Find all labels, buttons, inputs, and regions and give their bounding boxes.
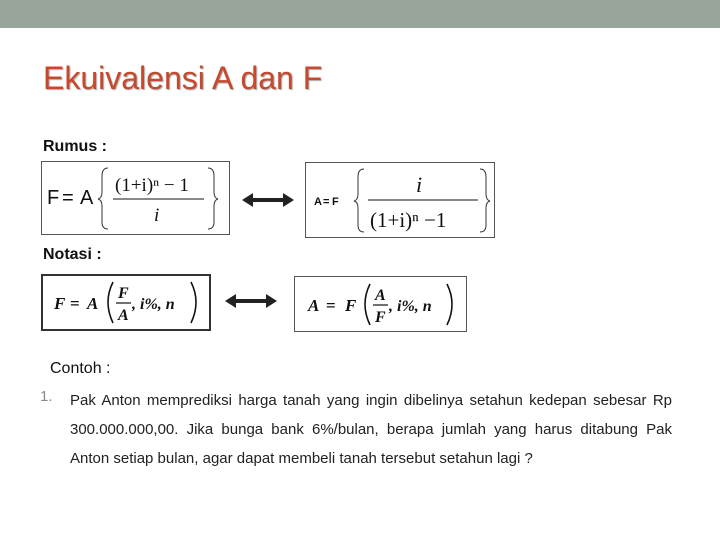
equals: = — [323, 196, 330, 208]
left-paren — [108, 282, 113, 323]
denominator: i — [154, 205, 160, 226]
tail: , i%, n — [132, 296, 175, 313]
right-paren — [191, 282, 196, 323]
numerator: i — [416, 172, 423, 197]
frac-numerator: F — [118, 285, 129, 302]
frac-denominator: F — [375, 309, 386, 326]
rumus-formula-f — [41, 161, 230, 235]
coefficient: A — [80, 187, 94, 209]
rumus-formula-a-svg — [306, 163, 494, 237]
left-brace — [98, 168, 108, 229]
rumus-label: Rumus : — [43, 138, 107, 155]
numerator: (1+i)ⁿ − 1 — [115, 175, 189, 196]
rumus-formula-a — [305, 162, 495, 238]
double-arrow-icon — [242, 192, 294, 208]
lhs: A — [308, 296, 320, 315]
frac-denominator: A — [118, 307, 129, 324]
rumus-formula-f-svg — [42, 162, 229, 234]
list-item-number: 1. — [40, 388, 53, 405]
notasi-formula-f-svg — [43, 276, 209, 329]
contoh-label: Contoh : — [50, 360, 111, 377]
coefficient: F — [345, 296, 357, 315]
tail: , i%, n — [389, 298, 432, 315]
equals: = — [326, 296, 336, 315]
frac-numerator: A — [375, 287, 386, 304]
equals: = — [62, 187, 74, 209]
notasi-label: Notasi : — [43, 246, 102, 263]
lhs: F — [54, 294, 66, 313]
lhs: A — [314, 196, 322, 208]
right-brace — [480, 169, 490, 232]
denominator: (1+i)ⁿ −1 — [370, 208, 447, 232]
slide-title: Ekuivalensi A dan F — [43, 60, 323, 96]
coefficient: F — [332, 196, 339, 208]
left-paren — [365, 284, 370, 325]
coefficient: A — [87, 294, 99, 313]
lhs: F — [47, 187, 60, 209]
left-brace — [354, 169, 364, 232]
notasi-formula-a — [294, 276, 467, 332]
notasi-formula-a-svg — [295, 277, 466, 331]
equals: = — [70, 294, 80, 313]
top-bar — [0, 0, 720, 28]
list-item: Pak Anton memprediksi harga tanah yang ingin dibelinya setahun kedepan sebesar Rp 300.000.000,00. Jika bunga bank 6%/bulan, berapa jumlah yang harus ditabung Pak Anton setiap bulan, agar dapat membeli tanah tersebut setahun lagi ? — [70, 392, 672, 467]
notasi-formula-f — [41, 274, 211, 331]
double-arrow-icon — [225, 293, 277, 309]
right-brace — [208, 168, 218, 229]
right-paren — [447, 284, 452, 325]
